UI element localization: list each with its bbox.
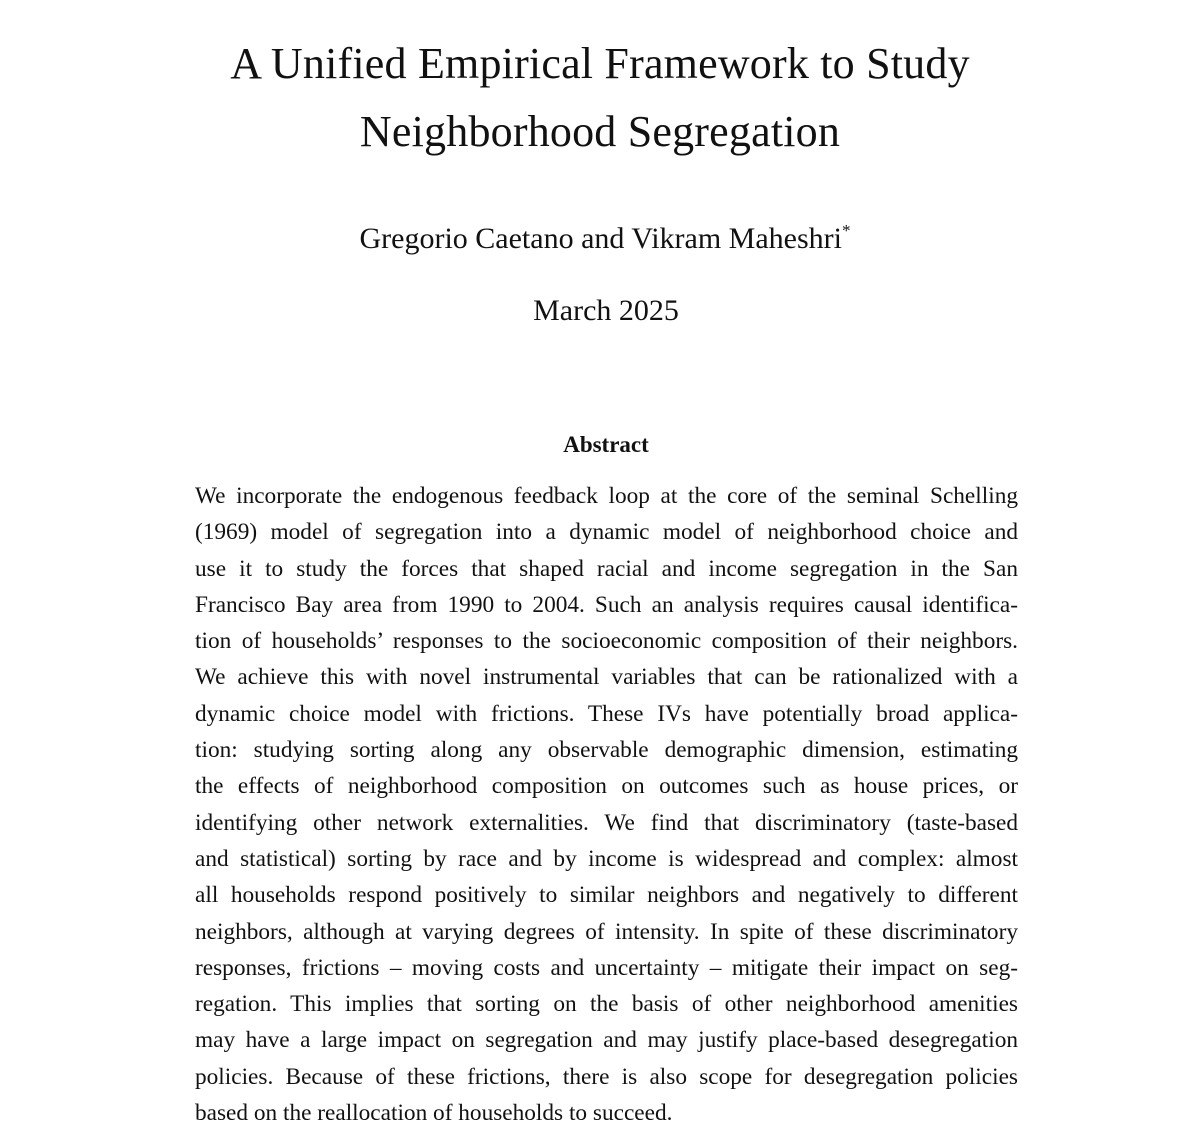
- abstract-line: tion of households’ responses to the socioeconomic composition of their neighbors.: [195, 628, 1018, 655]
- abstract-line: the effects of neighborhood composition on outcomes such as house prices, or: [195, 773, 1018, 800]
- abstract-line: may have a large impact on segregation and may justify place-based desegregation: [195, 1027, 1018, 1054]
- abstract-line: and statistical) sorting by race and by income is widespread and complex: almost: [195, 845, 1018, 872]
- abstract-line: regation. This implies that sorting on the basis of other neighborhood amenities: [195, 991, 1018, 1018]
- abstract-line: We achieve this with novel instrumental variables that can be rationalized with a: [195, 664, 1018, 691]
- abstract-line: (1969) model of segregation into a dynamic model of neighborhood choice and: [195, 519, 1018, 546]
- abstract-line: responses, frictions – moving costs and uncertainty – mitigate their impact on seg-: [195, 954, 1018, 981]
- abstract-line: tion: studying sorting along any observable demographic dimension, estimating: [195, 737, 1018, 764]
- abstract-line: identifying other network externalities. We find that discriminatory (taste-based: [195, 809, 1018, 836]
- abstract-line: all households respond positively to similar neighbors and negatively to different: [195, 882, 1018, 909]
- abstract-heading: Abstract: [563, 432, 649, 457]
- abstract-line: use it to study the forces that shaped racial and income segregation in the San: [195, 555, 1018, 582]
- abstract-line: based on the reallocation of households to succeed.: [195, 1100, 673, 1127]
- paper-title-line-2: Neighborhood Segregation: [359, 107, 841, 156]
- paper-title-line-1: A Unified Empirical Framework to Study: [230, 39, 970, 88]
- abstract-line: policies. Because of these frictions, there is also scope for desegregation policies: [195, 1063, 1018, 1090]
- author-footnote-mark[interactable]: *: [842, 221, 851, 240]
- abstract-line: We incorporate the endogenous feedback loop at the core of the seminal Schelling: [195, 483, 1018, 509]
- abstract-line: dynamic choice model with frictions. These IVs have potentially broad applica-: [195, 700, 1018, 727]
- abstract-line: Francisco Bay area from 1990 to 2004. Such an analysis requires causal identifica-: [195, 591, 1018, 618]
- publication-date: March 2025: [533, 294, 679, 327]
- authors: [0, 222, 1200, 256]
- author-names: Gregorio Caetano and Vikram Maheshri: [359, 222, 842, 255]
- abstract-line: neighbors, although at varying degrees of intensity. In spite of these discriminatory: [195, 918, 1018, 945]
- abstract-body: [195, 478, 1018, 1131]
